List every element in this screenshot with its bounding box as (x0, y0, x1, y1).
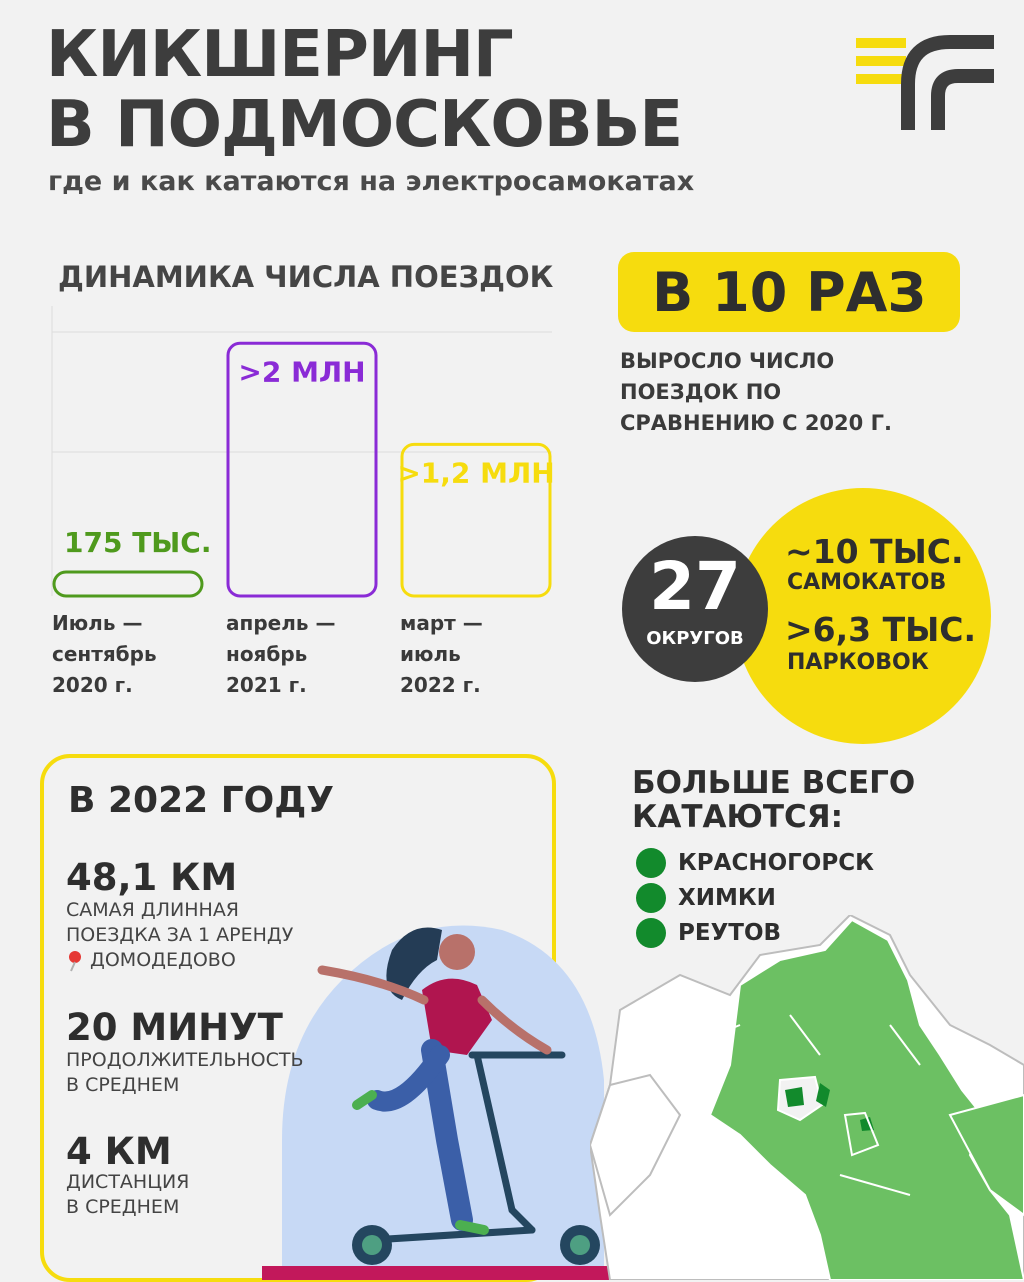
duration-value: 20 МИНУТ (66, 1006, 283, 1049)
longest-trip-desc: САМАЯ ДЛИННАЯ ПОЕЗДКА ЗА 1 АРЕНДУ (66, 899, 294, 946)
distance-desc: ДИСТАНЦИЯ В СРЕДНЕМ (66, 1171, 190, 1218)
growth-caption (620, 346, 892, 439)
bar-value-label: >1,2 МЛН (397, 456, 555, 490)
distance-value: 4 КМ (66, 1130, 172, 1173)
title-line-1: КИКШЕРИНГ (46, 18, 513, 92)
title-line-2: В ПОДМОСКОВЬЕ (46, 88, 683, 162)
category-label: ноябрь (226, 642, 308, 666)
bar-value-label: 175 ТЫС. (64, 526, 212, 559)
page-title (46, 20, 682, 160)
category-label: июль (400, 642, 461, 666)
duration-desc: ПРОДОЛЖИТЕЛЬНОСТЬ В СРЕДНЕМ (66, 1049, 304, 1096)
category-label: апрель — (226, 611, 336, 635)
category-label: 2022 г. (400, 673, 481, 697)
category-label: 2020 г. (52, 673, 133, 697)
districts-label: ОКРУГОВ (646, 628, 744, 649)
city-item (636, 848, 874, 878)
place-name: ДОМОДЕДОВО (90, 949, 236, 971)
scooters-label: САМОКАТОВ (787, 570, 947, 595)
city-name: РЕУТОВ (678, 920, 782, 946)
parking-label: ПАРКОВОК (787, 650, 929, 675)
scooters-value: ~10 ТЫС. (785, 532, 964, 571)
category-label: сентябрь (52, 642, 157, 666)
year-card-title: В 2022 ГОДУ (68, 780, 335, 821)
growth-value: В 10 РАЗ (652, 260, 926, 324)
green-dot-icon (636, 848, 666, 878)
city-name: КРАСНОГОРСК (678, 850, 874, 876)
category-label: 2021 г. (226, 673, 307, 697)
longest-trip-place (66, 948, 236, 973)
trips-bar-chart (44, 306, 564, 706)
bar-value-label: >2 МЛН (238, 355, 366, 389)
category-label: март — (400, 611, 483, 635)
category-label: Июль — (52, 611, 143, 635)
chart-title: ДИНАМИКА ЧИСЛА ПОЕЗДОК (58, 260, 554, 294)
growth-caption-line: ПОЕЗДОК ПО (620, 380, 782, 404)
page-subtitle: где и как катаются на электросамокатах (48, 166, 695, 197)
growth-highlight-box (618, 252, 960, 332)
growth-caption-line: ВЫРОСЛО ЧИСЛО (620, 349, 835, 373)
most-riding-title: БОЛЬШЕ ВСЕГО КАТАЮТСЯ: (632, 765, 916, 835)
city-item (636, 883, 776, 913)
parking-value: >6,3 ТЫС. (785, 610, 977, 649)
scooter-rider-illustration (262, 890, 612, 1280)
districts-circle (622, 536, 768, 682)
growth-caption-line: СРАВНЕНИЮ С 2020 Г. (620, 411, 892, 435)
region-map-illustration (590, 915, 1024, 1280)
logo-icon (850, 32, 1000, 132)
longest-trip-value: 48,1 КМ (66, 856, 238, 899)
fleet-stats-circle (735, 488, 991, 744)
districts-number: 27 (649, 548, 741, 625)
bar-1 (54, 572, 202, 596)
green-dot-icon (636, 883, 666, 913)
map-pin-icon (66, 950, 84, 972)
city-name: ХИМКИ (678, 885, 776, 911)
